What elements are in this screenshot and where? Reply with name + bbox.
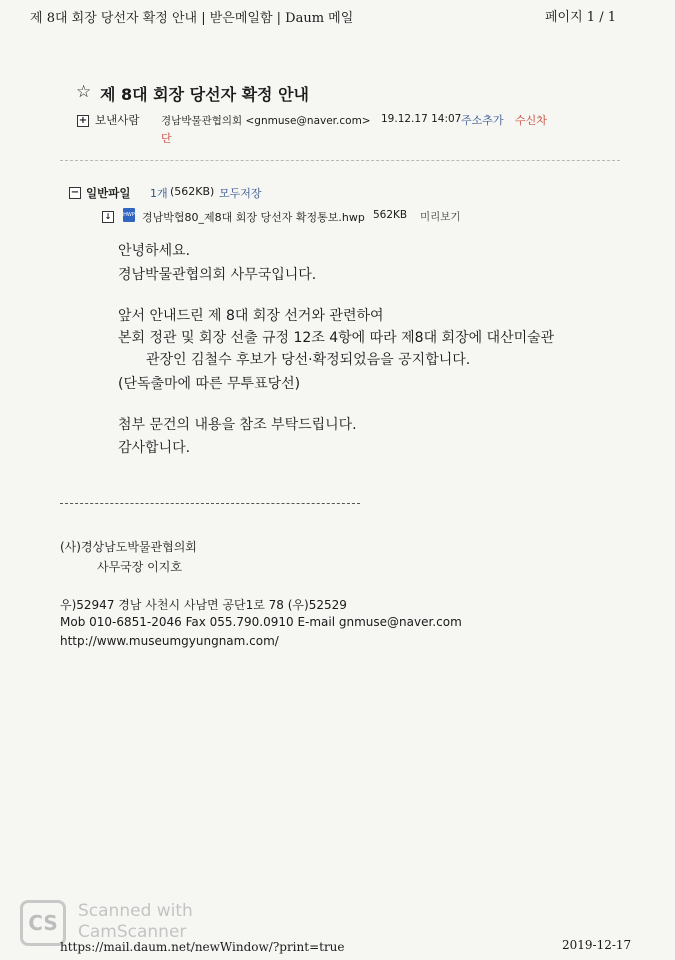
body-intro: 경남박물관협의회 사무국입니다. bbox=[118, 267, 317, 283]
watermark-line-1: Scanned with bbox=[78, 901, 193, 921]
body-line-4: (단독출마에 따른 무투표당선) bbox=[118, 376, 301, 392]
signature-website[interactable]: http://www.museumgyungnam.com/ bbox=[60, 634, 279, 648]
signature-contact: Mob 010-6851-2046 Fax 055.790.0910 E-mail gnmuse@naver.com bbox=[60, 615, 462, 629]
hwp-file-icon: HWP bbox=[123, 208, 135, 222]
download-icon[interactable]: ↓ bbox=[102, 211, 114, 223]
attachment-total-size: (562KB) bbox=[170, 185, 215, 198]
signature-address: 우)52947 경남 사천시 사남면 공단1로 78 (우)52529 bbox=[60, 598, 347, 612]
body-line-5: 첨부 문건의 내용을 참조 부탁드립니다. bbox=[118, 417, 357, 433]
body-line-2: 본회 정관 및 회장 선출 규정 12조 4항에 따라 제8대 회장에 대산미술관 bbox=[118, 330, 555, 346]
add-address-link[interactable]: 주소추가 bbox=[461, 114, 504, 127]
preview-link[interactable]: 미리보기 bbox=[420, 211, 461, 223]
signature-org: (사)경상남도박물관협의회 bbox=[60, 540, 197, 554]
body-greeting: 안녕하세요. bbox=[118, 243, 191, 259]
body-line-1: 앞서 안내드린 제 8대 회장 선거와 관련하여 bbox=[118, 308, 384, 324]
attachment-file-size: 562KB bbox=[373, 209, 408, 221]
mail-subject: 제 8대 회장 당선자 확정 안내 bbox=[100, 85, 310, 104]
attachment-file-name[interactable]: 경남박협80_제8대 회장 당선자 확정통보.hwp bbox=[142, 211, 365, 224]
block-sender-link-wrap[interactable]: 단 bbox=[161, 132, 172, 145]
body-line-3: 관장인 김철수 후보가 당선·확정되었음을 공지합니다. bbox=[146, 352, 471, 368]
camscanner-logo: CS bbox=[20, 900, 66, 946]
star-outline-icon[interactable]: ☆ bbox=[76, 82, 92, 102]
attachment-count: 1개 bbox=[150, 187, 168, 200]
block-sender-link[interactable]: 수신차 bbox=[515, 114, 547, 127]
signature-person: 사무국장 이지호 bbox=[97, 560, 182, 574]
print-page-number: 페이지 1 / 1 bbox=[545, 10, 616, 25]
print-footer-url: https://mail.daum.net/newWindow/?print=true bbox=[60, 940, 345, 954]
collapse-attachments-icon[interactable]: − bbox=[70, 187, 80, 198]
header-divider bbox=[60, 160, 620, 161]
print-footer-date: 2019-12-17 bbox=[562, 938, 632, 952]
sender-label: 보낸사람 bbox=[95, 113, 140, 127]
attachment-label: 일반파일 bbox=[86, 186, 131, 200]
expand-sender-icon[interactable]: + bbox=[78, 115, 88, 126]
save-all-button[interactable]: 모두저장 bbox=[219, 187, 262, 200]
mail-date: 19.12.17 14:07 bbox=[381, 113, 462, 125]
watermark-line-2: CamScanner bbox=[78, 922, 187, 942]
signature-divider bbox=[60, 503, 360, 504]
body-thanks: 감사합니다. bbox=[118, 440, 191, 456]
print-header-title: 제 8대 회장 당선자 확정 안내 | 받은메일함 | Daum 메일 bbox=[30, 11, 354, 26]
camscanner-watermark bbox=[78, 901, 193, 943]
sender-address[interactable]: 경남박물관협의회 <gnmuse@naver.com> bbox=[161, 115, 371, 127]
